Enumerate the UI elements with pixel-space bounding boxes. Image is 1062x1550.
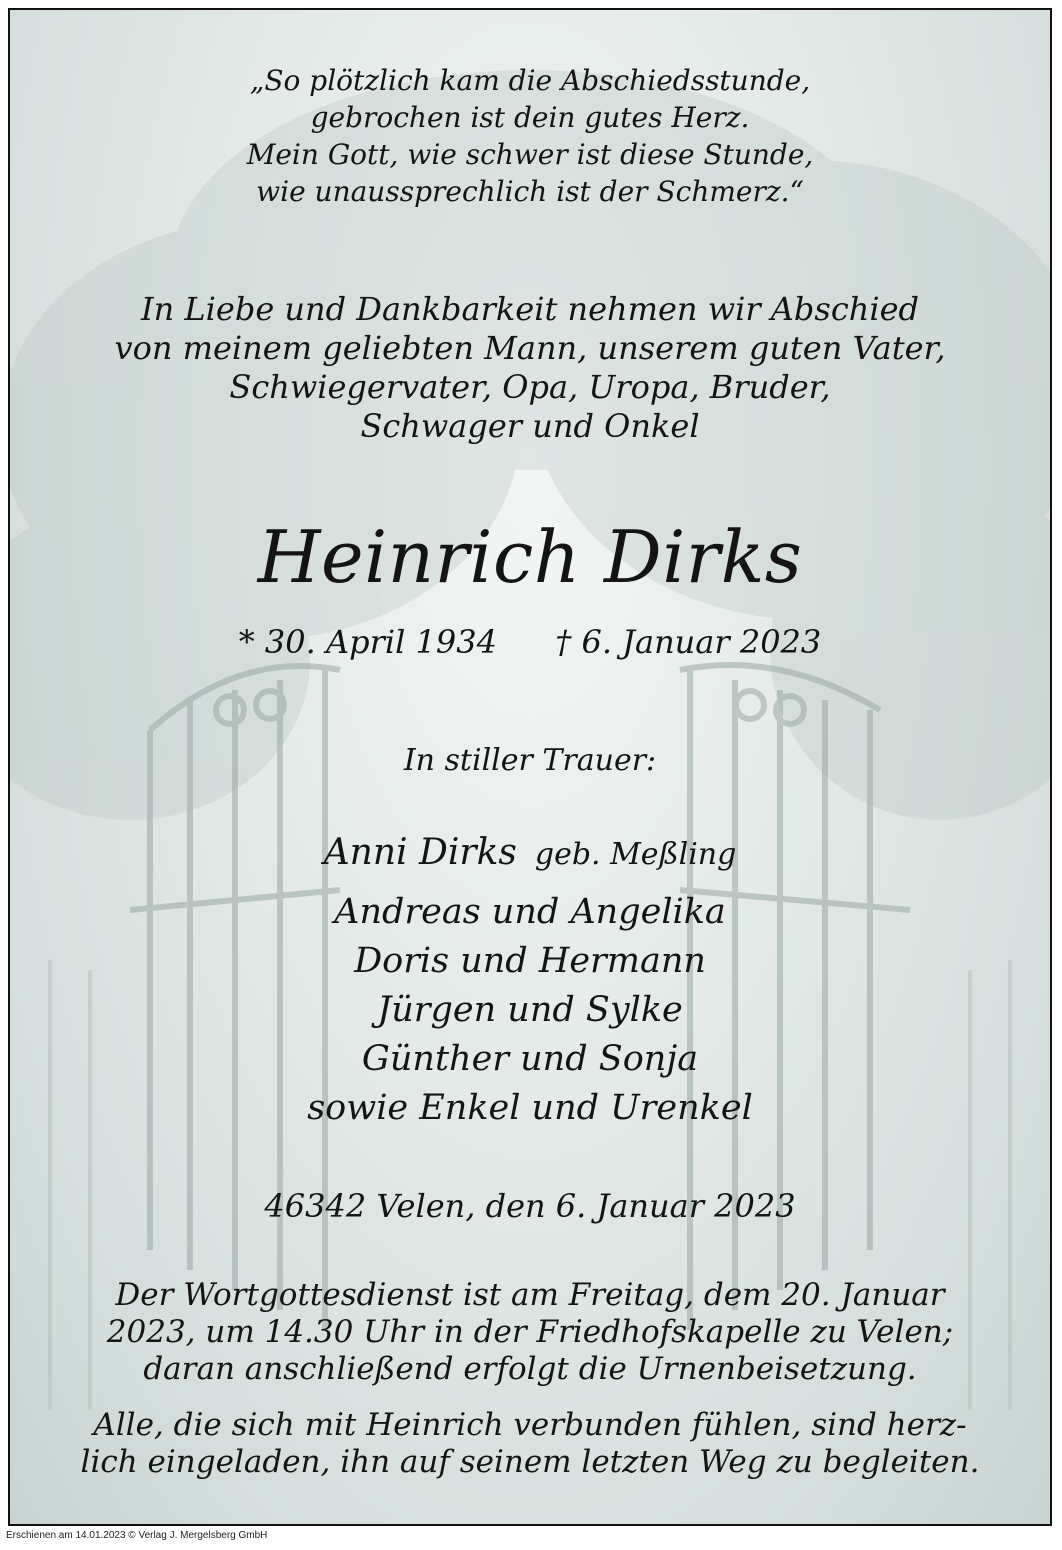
place-date: 46342 Velen, den 6. Januar 2023 <box>264 1187 796 1225</box>
widow-name: Anni Dirks <box>323 832 517 873</box>
publication-footer: Erschienen am 14.01.2023 © Verlag J. Mergelsberg GmbH <box>6 1530 268 1541</box>
birth-date: * 30. April 1934 <box>238 623 497 661</box>
obituary-content <box>10 10 1050 1524</box>
intro-line: von meinem geliebten Mann, unserem guten Vater, <box>114 329 946 367</box>
life-dates <box>10 622 1050 662</box>
family-line: sowie Enkel und Urenkel <box>307 1088 753 1128</box>
family-line: Günther und Sonja <box>361 1039 699 1079</box>
mourners-heading: In stiller Trauer: <box>403 743 657 778</box>
family-line: Doris und Hermann <box>354 941 706 981</box>
death-date: † 6. Januar 2023 <box>555 623 822 661</box>
invitation-line: lich eingeladen, ihn auf seinem letzten Weg zu begleiten. <box>80 1444 980 1480</box>
intro-line: Schwiegervater, Opa, Uropa, Bruder, <box>229 368 831 406</box>
intro-line: In Liebe und Dankbarkeit nehmen wir Abschied <box>140 290 919 328</box>
deceased-name: Heinrich Dirks <box>257 515 803 599</box>
invitation-line: Alle, die sich mit Heinrich verbunden fühlen, sind herz- <box>93 1407 967 1443</box>
service-line: 2023, um 14.30 Uhr in der Friedhofskapelle zu Velen; <box>106 1314 954 1350</box>
family-line: Jürgen und Sylke <box>377 990 683 1030</box>
family-line: Andreas und Angelika <box>334 892 726 932</box>
intro-line: Schwager und Onkel <box>360 407 700 445</box>
service-line: Der Wortgottesdienst ist am Freitag, dem 20. Januar <box>115 1277 945 1313</box>
quote-line: gebrochen ist dein gutes Herz. <box>310 101 750 134</box>
quote-line: wie unaussprechlich ist der Schmerz.“ <box>256 175 804 208</box>
service-line: daran anschließend erfolgt die Urnenbeisetzung. <box>143 1351 917 1387</box>
widow-line <box>10 831 1050 877</box>
obituary-frame <box>8 8 1052 1526</box>
quote-line: Mein Gott, wie schwer ist diese Stunde, <box>246 138 814 171</box>
quote-line: „So plötzlich kam die Abschiedsstunde, <box>249 64 811 97</box>
widow-maiden-name: geb. Meßling <box>534 837 737 872</box>
